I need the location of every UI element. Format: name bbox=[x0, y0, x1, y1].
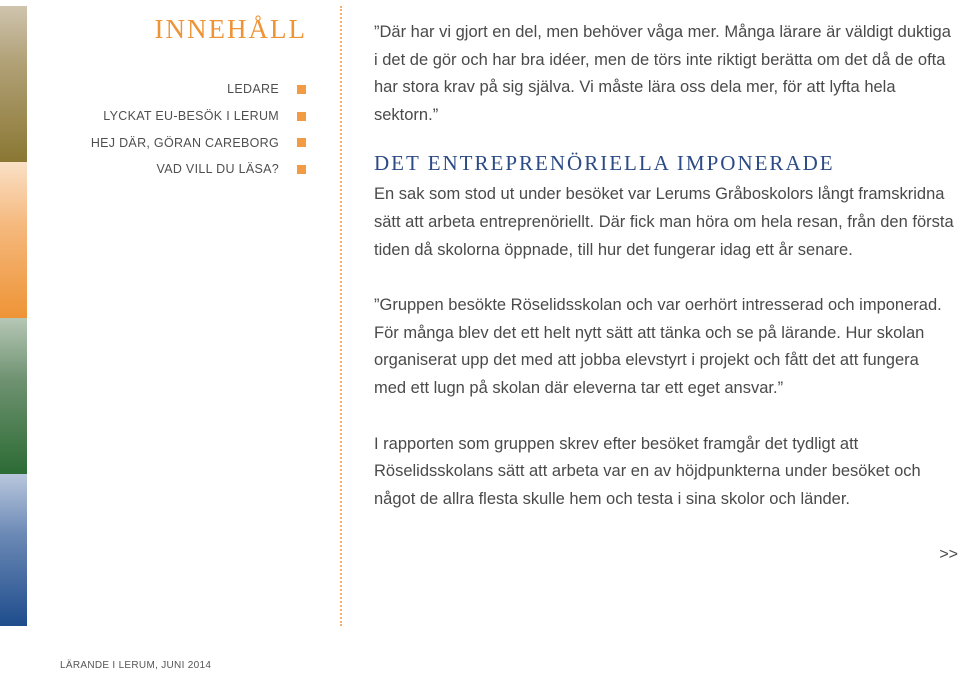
dotted-divider bbox=[340, 6, 342, 626]
square-bullet-icon bbox=[297, 85, 306, 94]
article-body bbox=[374, 19, 954, 513]
square-bullet-icon bbox=[297, 165, 306, 174]
stripe-segment-olive bbox=[0, 6, 27, 162]
square-bullet-icon bbox=[297, 112, 306, 121]
color-stripe bbox=[0, 6, 27, 626]
stripe-segment-blue bbox=[0, 474, 27, 626]
section-heading: DET ENTREPRENÖRIELLA IMPONERADE bbox=[374, 151, 835, 176]
toc-item-eu-besok[interactable] bbox=[91, 103, 306, 130]
group-quote: ”Gruppen besökte Röselidsskolan och var oerhört intresserad och imponerad. För många blev det ett helt nytt sätt att tänka och se på lärande. Hur skolan organiserat upp det med att jobba elevstyrt i projekt och fått det att fungera med ett lugn på skolan där eleverna tar ett eget ansvar.” bbox=[374, 296, 942, 397]
next-page-link[interactable]: >> bbox=[939, 546, 958, 563]
toc-item-hej-dar[interactable] bbox=[91, 129, 306, 156]
toc-item-vad-vill-du-lasa[interactable] bbox=[91, 156, 306, 183]
paragraph-entrepreneurial: En sak som stod ut under besöket var Lerums Gråboskolors långt framskridna sätt att arbeta entreprenöriellt. Där fick man höra om hela resan, från den första tiden då skolorna öppnade, till hur det fungerar idag ett år senare. bbox=[374, 185, 954, 259]
toc-item-label[interactable]: HEJ DÄR, GÖRAN CAREBORG bbox=[90, 135, 279, 150]
square-bullet-icon bbox=[297, 138, 306, 147]
toc-item-label[interactable]: VAD VILL DU LÄSA? bbox=[156, 162, 279, 177]
toc-item-label[interactable]: LEDARE bbox=[227, 82, 279, 97]
stripe-segment-green bbox=[0, 318, 27, 474]
paragraph-report: I rapporten som gruppen skrev efter besöket framgår det tydligt att Röselidsskolans sätt att arbeta var en av höjdpunkterna under besöket och något de allra flesta skulle hem och testa i sina skolor och länder. bbox=[374, 434, 921, 508]
intro-quote: ”Där har vi gjort en del, men behöver våga mer. Många lärare är väldigt duktiga i det de gör och har bra idéer, men de törs inte riktigt berätta om det då de ofta har stora krav på sig själva. Vi måste lära oss dela mer, för att lyfta hela sektorn.” bbox=[374, 23, 951, 124]
toc-item-ledare[interactable] bbox=[91, 76, 306, 103]
toc-title: INNEHÅLL bbox=[154, 14, 307, 44]
toc-item-label[interactable]: LYCKAT EU-BESÖK I LERUM bbox=[103, 109, 279, 124]
stripe-segment-orange bbox=[0, 162, 27, 318]
footer-publication: LÄRANDE I LERUM, JUNI 2014 bbox=[60, 660, 212, 671]
table-of-contents bbox=[91, 76, 306, 183]
